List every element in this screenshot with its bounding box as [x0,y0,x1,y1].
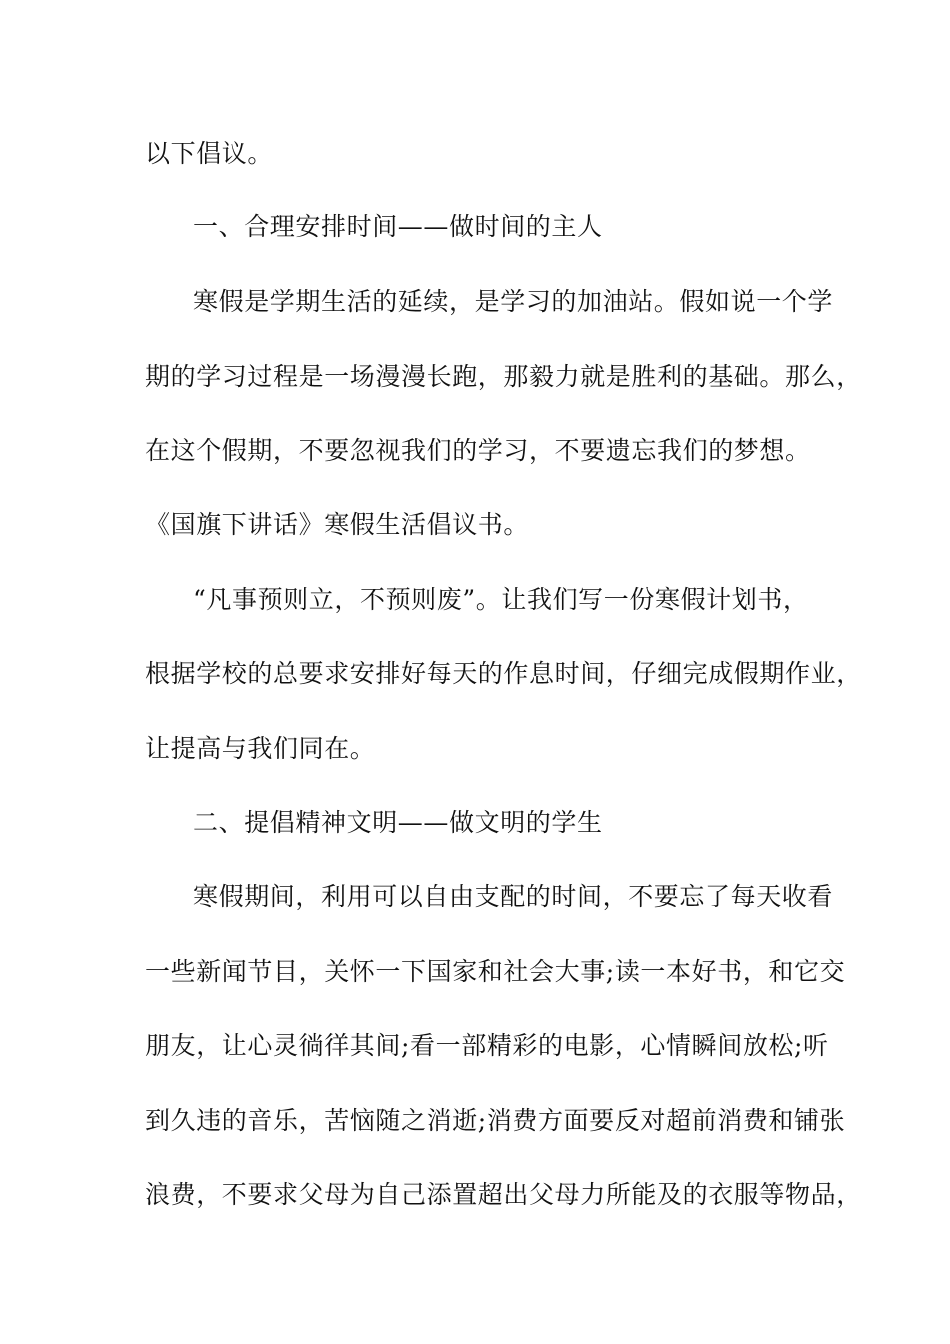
text-line: “凡事预则立，不预则废”。让我们写一份寒假计划书， [193,585,809,614]
text-line: 浪费，不要求父母为自己添置超出父母力所能及的衣服等物品， [145,1180,862,1209]
text-line: 寒假是学期生活的延续，是学习的加油站。假如说一个学 [193,287,834,316]
text-line: 在这个假期，不要忽视我们的学习，不要遗忘我们的梦想。 [145,436,811,465]
text-line: 寒假期间，利用可以自由支配的时间，不要忘了每天收看 [193,882,834,911]
text-line: 到久违的音乐，苦恼随之消逝;消费方面要反对超前消费和铺张 [145,1106,846,1135]
text-line: 让提高与我们同在。 [145,734,376,763]
text-line: 以下倡议。 [145,139,274,168]
section-heading: 二、提倡精神文明——做文明的学生 [193,808,603,837]
text-line: 根据学校的总要求安排好每天的作息时间，仔细完成假期作业， [145,659,862,688]
section-heading: 一、合理安排时间——做时间的主人 [193,212,603,241]
text-line: 《国旗下讲话》寒假生活倡议书。 [145,510,530,539]
text-line: 朋友，让心灵徜徉其间;看一部精彩的电影，心情瞬间放松;听 [145,1031,829,1060]
text-line: 一些新闻节目，关怀一下国家和社会大事;读一本好书，和它交 [145,957,846,986]
text-line: 期的学习过程是一场漫漫长跑，那毅力就是胜利的基础。那么， [145,362,862,391]
